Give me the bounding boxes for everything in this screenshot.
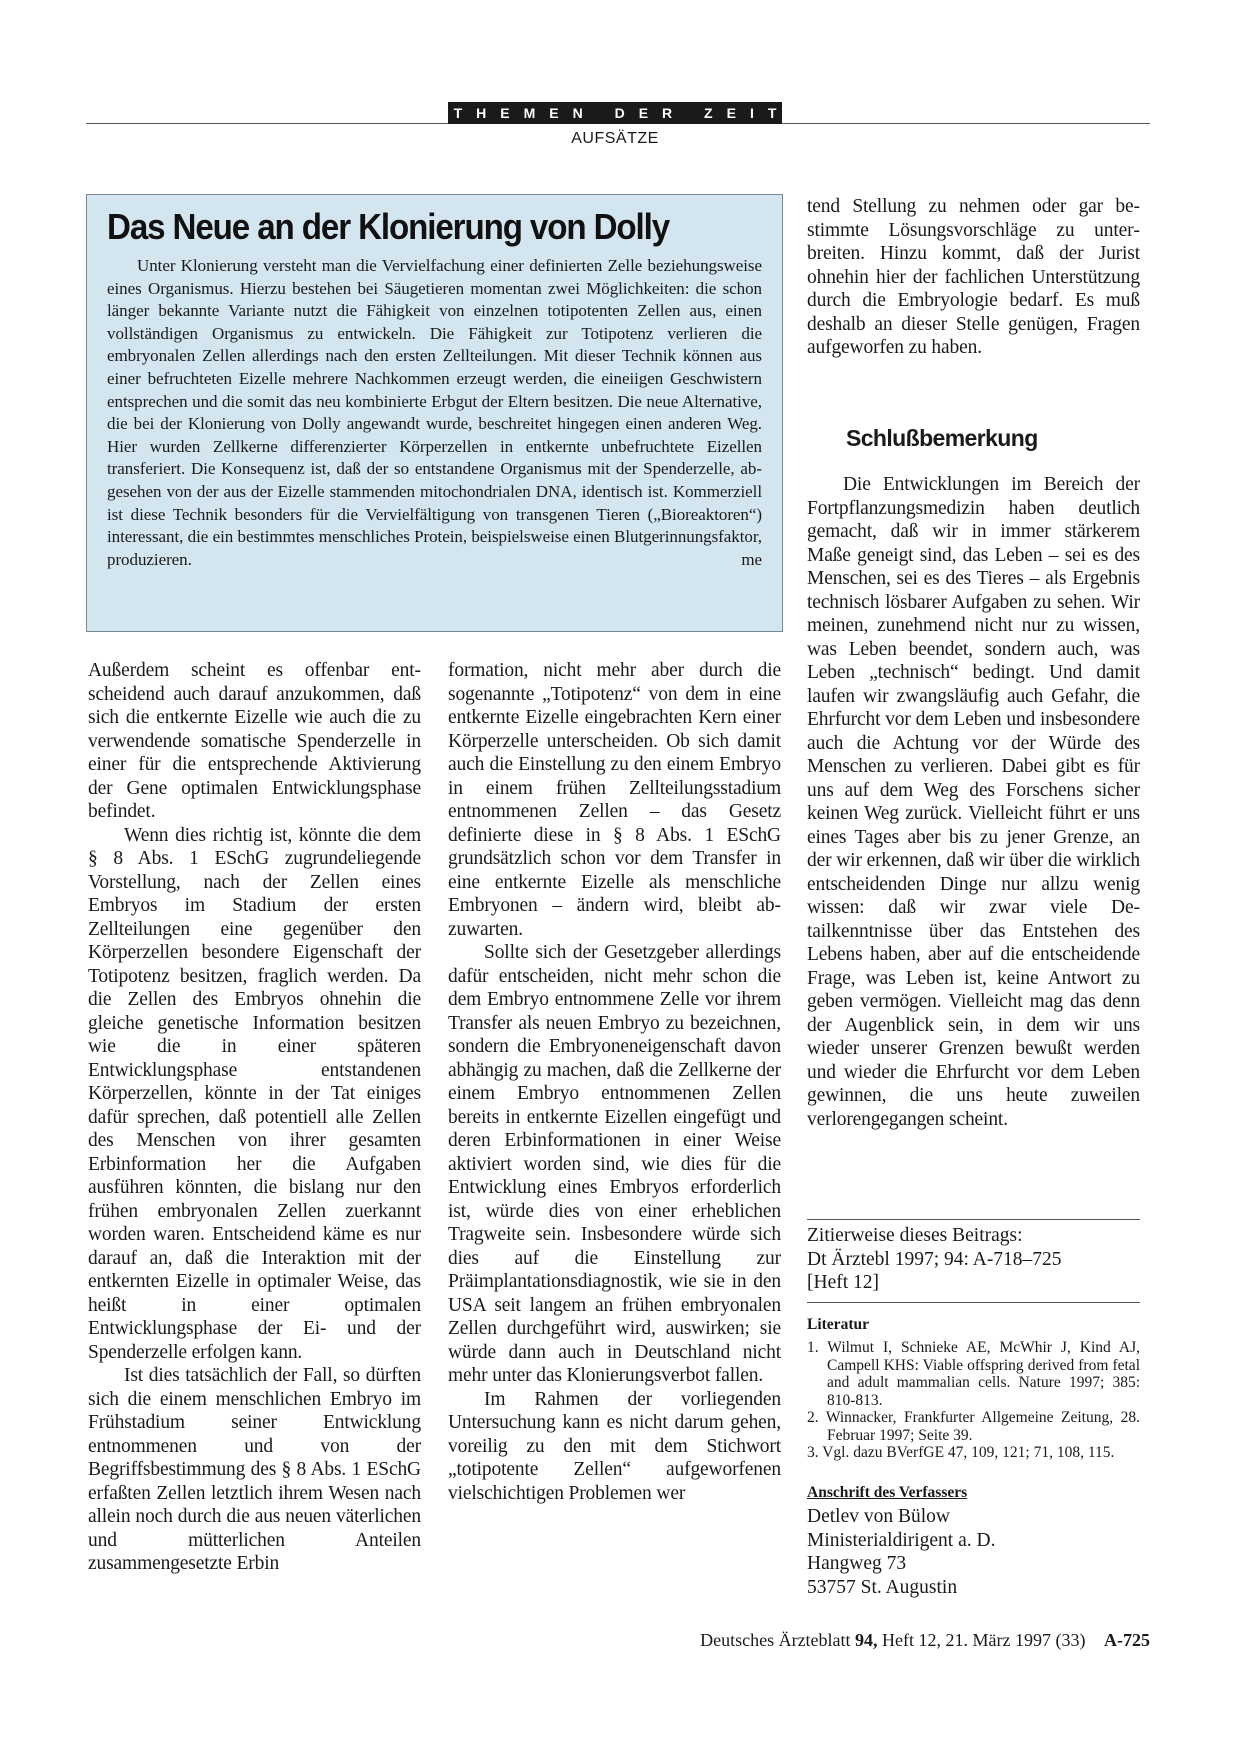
literature-heading: Literatur	[807, 1316, 869, 1333]
citation-block	[807, 1224, 1140, 1295]
footer-volume: 94,	[855, 1630, 878, 1650]
section-subtitle: AUFSÄTZE	[571, 130, 659, 147]
citation-reference: Dt Ärztebl 1997; 94: A-718–725	[807, 1248, 1062, 1270]
literature-item: 1. Wilmut I, Schnieke AE, McWhir J, Kind AJ, Campell KHS: Viable offspring derived from fetal and adult mammalian cells. Nature 1997; 385: 810-813.	[807, 1339, 1140, 1409]
column-3-closing	[807, 473, 1140, 1131]
address-line: Hangweg 73	[807, 1553, 907, 1574]
paragraph: formation, nicht mehr aber durch die sogenannte „Totipotenz“ von dem in eine entkernte Eizelle eingebrachten Kern einer Körperzelle unterscheiden. Ob sich damit auch die Einstellung zu den einem Embryo in einem frühen Zellteilungsstadium entnommenen Zellen – das Gesetz definierte diese in § 8 Abs. 1 ESchG grundsätzlich schon vor dem Transfer in eine entkernte Eizelle als menschliche Embryonen – ändern wird, bleibt abzuwarten.	[448, 660, 781, 940]
literature-list	[807, 1339, 1140, 1462]
citation-issue: [Heft 12]	[807, 1272, 880, 1293]
citation-label: Zitierweise dieses Beitrags:	[807, 1225, 1023, 1246]
paragraph: Im Rahmen der vorliegenden Untersuchung kann es nicht darum gehen, voreilig zu den mit dem Stichwort „totipotente Zellen“ aufgeworfenen vielschichtigen Problemen wer	[448, 1388, 781, 1504]
column-2	[448, 659, 781, 1505]
page-number: A-725	[1104, 1630, 1150, 1650]
paragraph: Wenn dies richtig ist, könnte die dem § 8 Abs. 1 ESchG zugrundeliegende Vorstellung, nach der Zellen eines Embryos im Stadium der ersten Zellteilungen eine gegenüber den Körperzellen besondere Eigenschaft der Totipotenz besitzen, fraglich werden. Da die Zellen des Embryos ohnehin die gleiche genetische Information besitzen wie die in einer späteren Entwicklungsphase entstandenen Körperzellen, könnte in der Tat einiges dafür sprechen, daß potentiell alle Zellen des Menschen von ihrer gesamten Erbinformation her die Aufgaben ausführen könnten, die bislang nur den frühen embryonalen Zellen zuerkannt worden waren. Entscheidend käme es nur darauf an, daß die Interaktion mit der entkernten Eizelle in optimaler Weise, das heißt in einer optimalen Entwicklungsphase der Ei- und der Spenderzelle erfolgen kann.	[88, 824, 421, 1363]
box-text	[107, 255, 762, 571]
citation-rule-top	[807, 1219, 1140, 1220]
column-3-top	[807, 195, 1140, 360]
footer-journal: Deutsches Ärzteblatt	[700, 1630, 851, 1650]
box-signature: me	[741, 549, 762, 569]
paragraph: Sollte sich der Gesetzgeber allerdings dafür entscheiden, nicht mehr schon die dem Embryo entnommene Zelle vor ihrem Transfer als neuen Embryo zu bezeichnen, sondern die Embryoneneigenschaft davon abhängig zu machen, daß die Zellkerne der einem Embryo entnommenen Zellen bereits in entkernte Eizellen eingefügt und deren Erbinformationen in einer Weise aktiviert worden sind, wie dies für die Entwicklung eines Embryos erforderlich ist, würde dies von einer erheblichen Tragweite sein. Insbesondere würde sich dies auf die Einstellung zur Präimplantationsdiagnostik, wie sie in den USA seit langem an frühen embryonalen Zellen durchgeführt wird, auswirken; sie würde dann auch in Deutschland nicht mehr unter das Klonierungsverbot fallen.	[448, 942, 781, 1386]
address-line: 53757 St. Augustin	[807, 1576, 958, 1598]
address-line: Detlev von Bülow	[807, 1506, 950, 1527]
address-heading: Anschrift des Verfassers	[807, 1484, 968, 1501]
box-body: Unter Klonierung versteht man die Vervielfachung einer definierten Zelle beziehungsweise eines Organismus. Hierzu bestehen bei Säugetieren momentan zwei Möglichkeiten: die schon länger bekannte Variante nutzt die Fähigkeit von einzelnen totipotenten Zellen aus, einen vollständigen Organismus zu entwickeln. Die Fähigkeit zur Totipotenz verlieren die embryonalen Zellen allerdings nach den ersten Zellteilungen. Mit dieser Technik können aus einer befruchteten Eizelle mehrere Nachkommen erzeugt werden, die eineiigen Geschwistern entsprechen und die somit das neu kombinierte Erbgut der Eltern besitzen. Die neue Alternative, die bei der Klonierung von Dolly angewandt wurde, beschreitet hingegen einen anderen Weg. Hier wurden Zellkerne differenzierter Körperzellen in entkernte unbefruchtete Eizellen transferiert. Die Konsequenz ist, daß der so entstandene Organismus mit der Spenderzelle, abgesehen von der aus der Eizelle stammenden mitochondrialen DNA, identisch ist. Kommerziell ist diese Technik besonders für die Vervielfältigung von transgenen Tieren („Bioreaktoren“) interessant, die ein bestimmtes menschliches Protein, beispielsweise einen Blutgerinnungsfaktor, produzieren.	[107, 256, 762, 569]
info-box	[86, 194, 783, 632]
paragraph: Ist dies tatsächlich der Fall, so dürften sich die einem menschlichen Embryo im Frühstadium seiner Entwicklung entnommenen und von der Begriffsbestimmung des § 8 Abs. 1 ESchG erfaßten Zellen letztlich ihrem Wesen nach allein noch durch die aus neuen väterlichen und mütterlichen Anteilen zusammengesetzte Erbin	[88, 1365, 421, 1574]
column-1	[88, 659, 421, 1576]
literature-item: 3. Vgl. dazu BVerfGE 47, 109, 121; 71, 108, 115.	[807, 1444, 1115, 1461]
address-line: Ministerialdirigent a. D.	[807, 1529, 996, 1551]
section-banner: THEMEN DER ZEIT	[448, 102, 782, 124]
paragraph: tend Stellung zu nehmen oder gar bestimmte Lösungsvorschläge zu unterbreiten. Hinzu kommt, daß der Jurist ohnehin hier der fachlichen Unterstützung durch die Embryologie bedarf. Es muß deshalb an dieser Stelle genügen, Fragen aufgeworfen zu haben.	[807, 196, 1140, 358]
address-block	[807, 1505, 995, 1599]
page-footer	[500, 1630, 1150, 1651]
paragraph: Die Entwicklungen im Bereich der Fortpflanzungsmedizin haben deutlich gemacht, daß wir in immer stärkerem Maße geneigt sind, das Leben – sei es des Menschen, sei es des Tieres – als Ergebnis technisch lösbarer Aufgaben zu sehen. Wir meinen, zunehmend nicht nur zu wissen, was Leben beendet, sondern auch, was Leben „technisch“ bedingt. Und damit laufen wir zwangsläufig auch Gefahr, die Ehrfurcht vor dem Leben und insbesondere auch die Achtung vor der Würde des Menschen zu verlieren. Dabei gibt es für uns auf dem Weg des Forschens sicher keinen Weg zurück. Vielleicht führt er uns eines Tages aber bis zu jener Grenze, an der wir erkennen, daß wir über die wirklich entscheidenden Dinge nur allzu wenig wissen: daß wir zwar viele Detailkenntnisse über das Entstehen des Lebens haben, aber auf die entscheidende Frage, was Leben ist, keine Antwort zu geben vermögen. Vielleicht mag das denn der Augenblick sein, in dem wir uns wieder unserer Grenzen bewußt werden und wieder die Ehrfurcht vor dem Leben gewinnen, die uns heute zuweilen verlorengegangen scheint.	[807, 474, 1140, 1130]
section-heading-closing: Schlußbemerkung	[846, 425, 1038, 451]
paragraph: Außerdem scheint es offenbar entscheidend auch darauf anzukommen, daß sich die entkernte Eizelle wie auch die zu verwendende somatische Spenderzelle in einer für die entsprechende Aktivierung der Gene optimalen Entwicklungsphase befindet.	[88, 660, 421, 822]
citation-rule-bottom	[807, 1302, 1140, 1303]
box-title: Das Neue an der Klonierung von Dolly	[107, 206, 670, 247]
footer-issue: Heft 12, 21. März 1997 (33)	[882, 1630, 1086, 1650]
literature-item: 2. Winnacker, Frankfurter Allgemeine Zeitung, 28. Februar 1997; Seite 39.	[807, 1409, 1140, 1444]
